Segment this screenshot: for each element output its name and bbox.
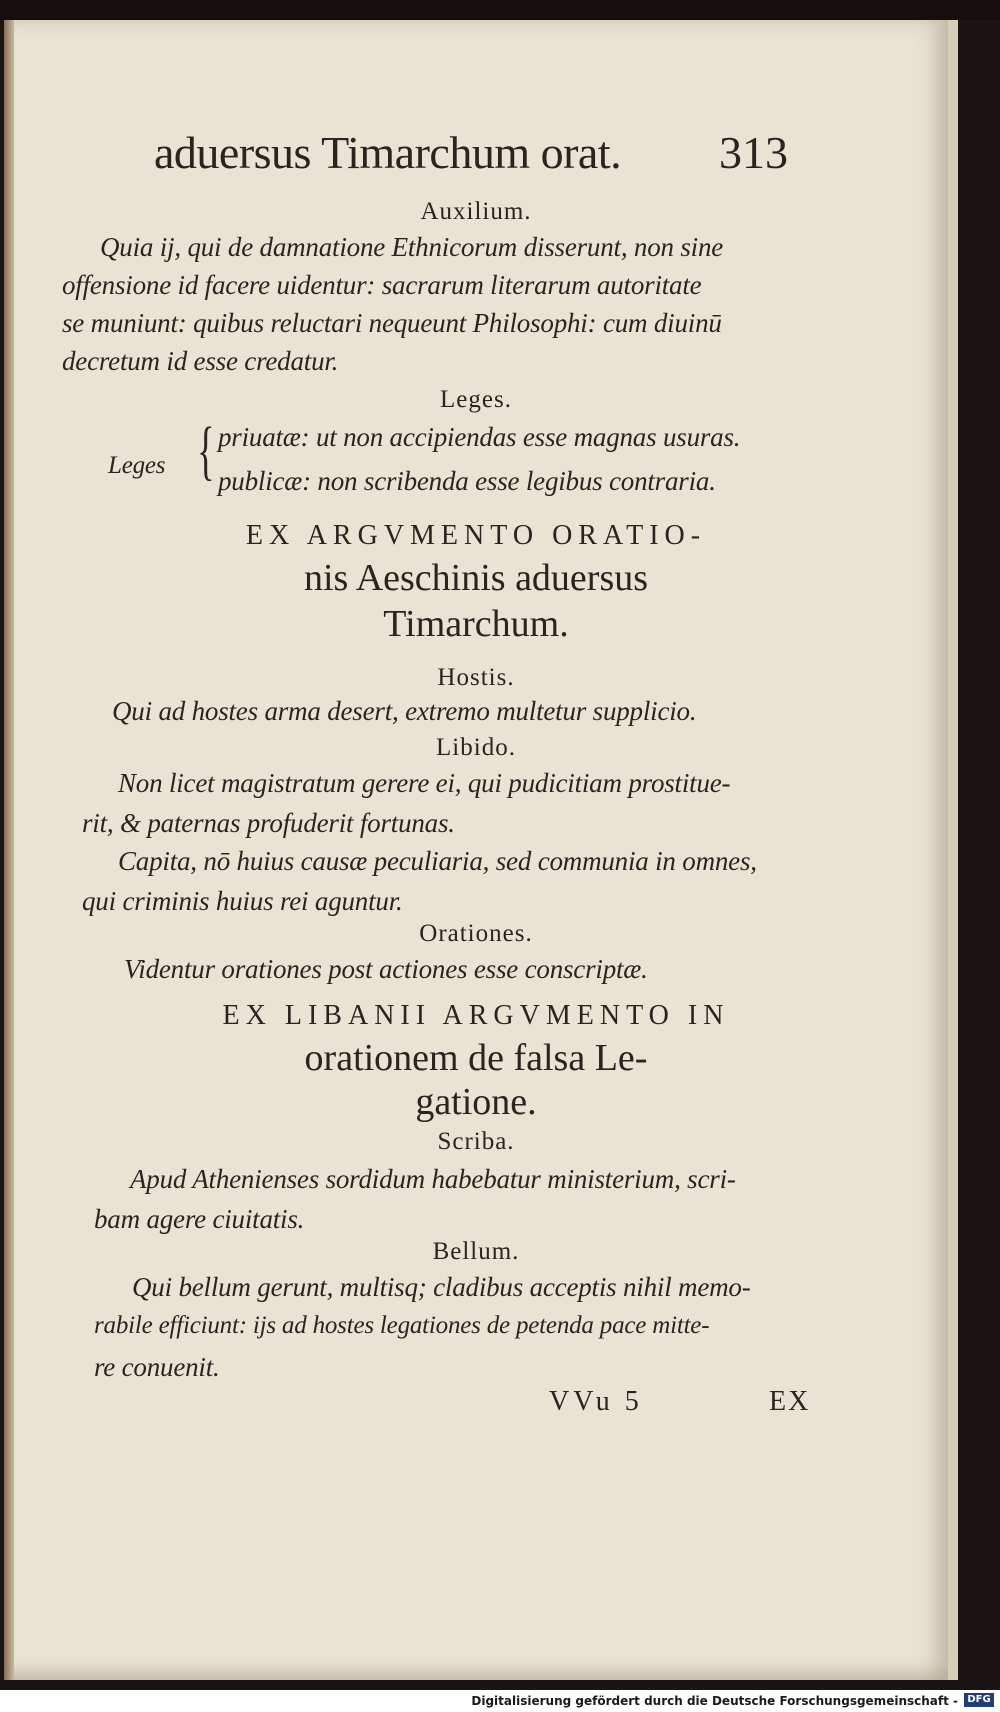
- bellum-line-1: Qui bellum gerunt, multisq; cladibus acceptis nihil memo-: [132, 1272, 751, 1302]
- auxilium-line-4: decretum id esse credatur.: [62, 346, 339, 376]
- page-number: 313: [719, 127, 788, 178]
- heading-leges: Leges.: [440, 386, 512, 413]
- running-head-title: aduersus Timarchum orat.: [154, 127, 622, 178]
- dfg-logo: DFG: [964, 1693, 994, 1707]
- scan-border-top: [0, 0, 1000, 20]
- section-title-line-3: Timarchum.: [383, 603, 569, 645]
- libido-line-4: qui criminis huius rei aguntur.: [82, 886, 403, 916]
- leges-item-publicae: publicæ: non scribenda esse legibus contraria.: [218, 466, 716, 496]
- leges-item-priuatae: priuatæ: ut non accipiendas esse magnas usuras.: [218, 422, 741, 452]
- scriba-line-1: Apud Athenienses sordidum habebatur ministerium, scri-: [130, 1164, 736, 1194]
- section-title-caps-1: EX ARGVMENTO ORATIO-: [245, 520, 707, 551]
- section-title-caps-2: EX LIBANII ARGVMENTO IN: [222, 1000, 730, 1031]
- heading-libido: Libido.: [436, 734, 516, 761]
- page-content: [4, 20, 948, 1680]
- heading-bellum: Bellum.: [432, 1238, 520, 1265]
- libido-line-2: rit, & paternas profuderit fortunas.: [82, 808, 455, 838]
- digitization-footer: [0, 1690, 1000, 1712]
- heading-hostis: Hostis.: [437, 664, 515, 691]
- auxilium-line-3: se muniunt: quibus reluctari nequeunt Philosophi: cum diuinū: [62, 308, 722, 338]
- heading-auxilium: Auxilium.: [420, 198, 532, 225]
- leges-label: Leges: [108, 452, 166, 479]
- section-title-2-line-2: orationem de falsa Le-: [304, 1037, 648, 1079]
- book-page: [4, 20, 958, 1680]
- heading-scriba: Scriba.: [437, 1128, 515, 1155]
- bellum-line-2: rabile efficiunt: ijs ad hostes legationes de petenda pace mitte-: [94, 1312, 710, 1339]
- orationes-line-1: Videntur orationes post actiones esse conscriptæ.: [124, 954, 648, 984]
- bellum-line-3: re conuenit.: [94, 1352, 220, 1382]
- section-title-2-line-3: gatione.: [415, 1081, 537, 1123]
- signature-mark: VVu 5: [549, 1386, 643, 1417]
- section-title-line-2: nis Aeschinis aduersus: [303, 557, 649, 599]
- auxilium-line-2: offensione id facere uidentur: sacrarum literarum autoritate: [62, 270, 702, 300]
- libido-line-1: Non licet magistratum gerere ei, qui pudicitiam prostitue-: [118, 768, 731, 798]
- libido-line-3: Capita, nō huius causæ peculiaria, sed communia in omnes,: [118, 846, 757, 876]
- scriba-line-2: bam agere ciuitatis.: [94, 1204, 305, 1234]
- hostis-line-1: Qui ad hostes arma desert, extremo multetur supplicio.: [112, 696, 697, 726]
- auxilium-line-1: Quia ij, qui de damnatione Ethnicorum disserunt, non sine: [100, 232, 724, 262]
- footer-credit-text: Digitalisierung gefördert durch die Deutsche Forschungsgemeinschaft -: [471, 1694, 958, 1708]
- curly-brace: {: [197, 414, 215, 487]
- catchword: EX: [769, 1386, 811, 1417]
- heading-orationes: Orationes.: [419, 920, 533, 947]
